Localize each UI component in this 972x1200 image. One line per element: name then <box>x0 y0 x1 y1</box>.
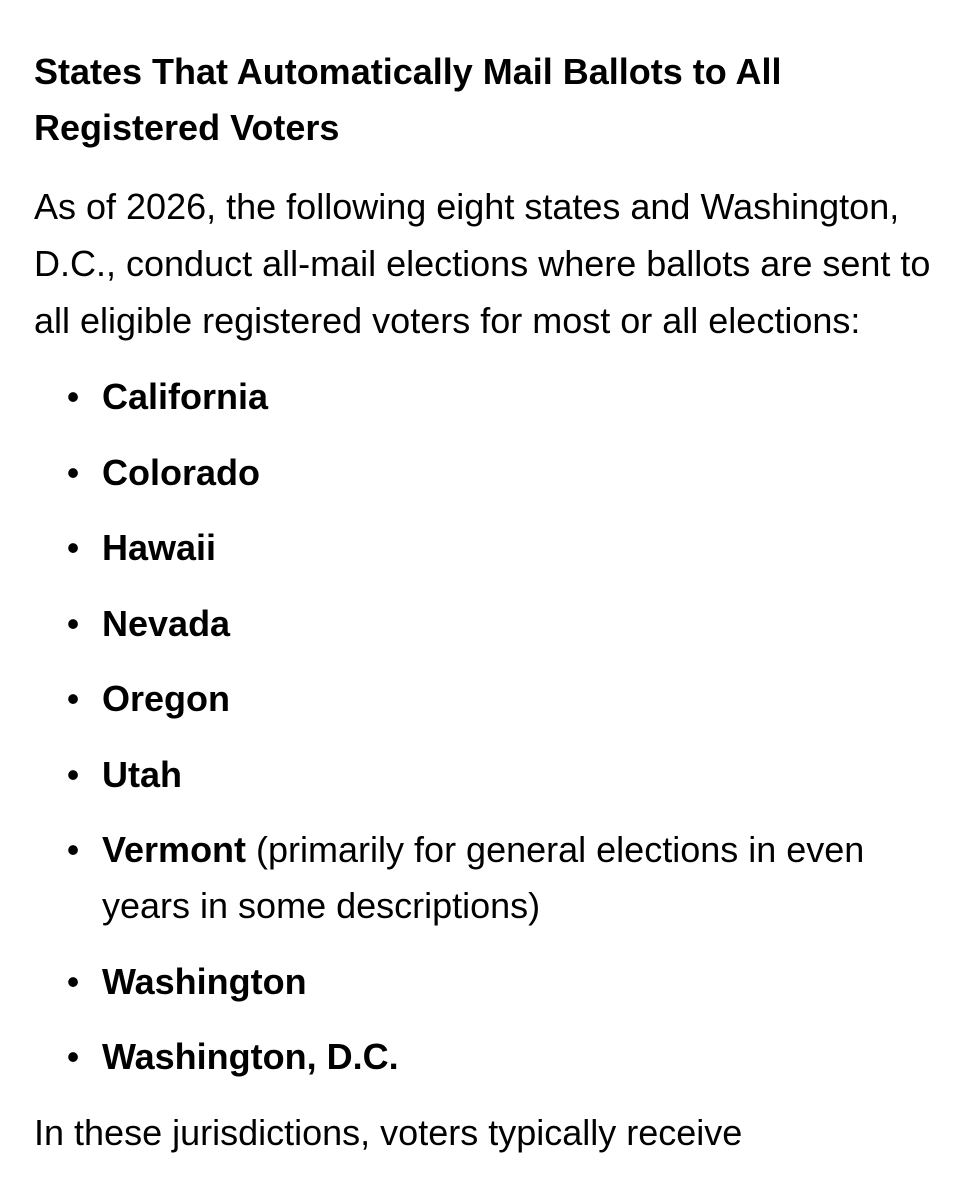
state-name: Colorado <box>102 451 260 493</box>
bullet-icon: • <box>66 829 80 870</box>
state-name: Washington <box>102 960 307 1002</box>
state-name: Washington, D.C. <box>102 1036 399 1077</box>
list-item <box>34 954 939 1010</box>
bullet-icon: • <box>66 602 80 644</box>
bullet-icon: • <box>66 376 80 417</box>
state-name: Nevada <box>102 602 231 644</box>
state-name: Oregon <box>102 678 231 719</box>
bullet-icon: • <box>66 527 80 568</box>
state-note: (primarily for general elections in even years in some descriptions) <box>102 829 865 926</box>
trailing-paragraph: In these jurisdictions, voters typically receive <box>34 1111 743 1153</box>
state-name: Vermont <box>102 829 247 870</box>
bullet-icon: • <box>66 451 80 493</box>
list-item <box>34 1029 939 1085</box>
list-item <box>34 822 939 934</box>
section-heading: States That Automatically Mail Ballots to All Registered Voters <box>34 51 782 148</box>
article-content <box>34 44 939 1161</box>
state-name: Hawaii <box>102 527 217 568</box>
state-list <box>34 369 939 1085</box>
state-name: California <box>102 376 269 417</box>
bullet-icon: • <box>66 678 80 719</box>
intro-paragraph: As of 2026, the following eight states and Washington, D.C., conduct all-mail elections where ballots are sent to all eligible registered voters for most or all elections: <box>34 186 931 341</box>
list-item <box>34 671 939 727</box>
state-name: Utah <box>102 753 182 795</box>
list-item <box>34 445 939 501</box>
list-item <box>34 747 939 803</box>
list-item <box>34 369 939 425</box>
bullet-icon: • <box>66 960 80 1002</box>
bullet-icon: • <box>66 753 80 795</box>
list-item <box>34 520 939 576</box>
bullet-icon: • <box>66 1036 80 1077</box>
list-item <box>34 596 939 652</box>
